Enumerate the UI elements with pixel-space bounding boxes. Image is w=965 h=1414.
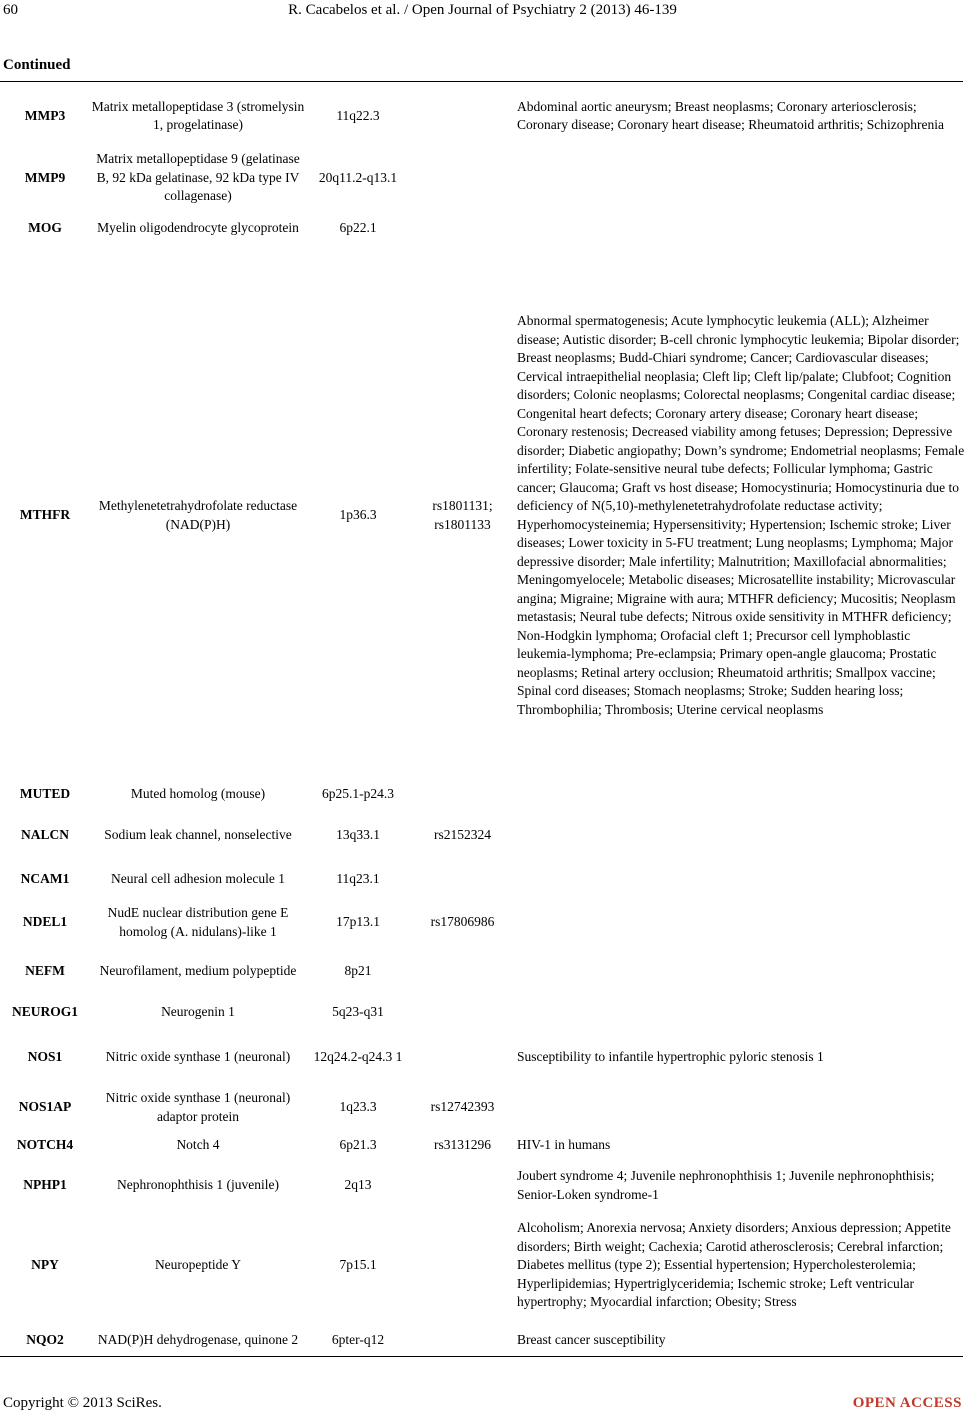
gene-symbol: MUTED [19,786,71,802]
gene-table-body [0,82,965,1360]
gene-symbol: NEFM [25,963,65,979]
gene-locus: 1p36.3 [339,507,377,523]
gene-name: Nitric oxide synthase 1 (neuronal) [105,1049,291,1065]
gene-symbol: NOTCH4 [16,1137,74,1153]
gene-symbol: NPHP1 [23,1177,67,1193]
gene-snp: rs12742393 [430,1099,495,1115]
gene-snp: rs17806986 [430,914,495,930]
table-row [0,862,965,898]
gene-symbol: NOS1 [27,1049,63,1065]
gene-name: Nephronophthisis 1 (juvenile) [117,1177,279,1193]
table-row [0,1322,965,1360]
gene-symbol: NQO2 [26,1332,64,1348]
copyright-notice: Copyright © 2013 SciRes. [3,1395,162,1411]
gene-diseases [515,898,965,948]
gene-snp [410,996,515,1030]
gene-locus: 1q23.3 [339,1099,377,1115]
gene-name: Matrix metallopeptidase 9 (gelatinase B, 92 kDa gelatinase, 92 kDa type IV collagenase) [96,151,300,203]
gene-diseases: Abdominal aortic aneurysm; Breast neoplasms; Coronary arteriosclerosis; Coronary disease; Coronary heart disease; Rheumatoid arthritis; Schizophrenia [517,98,945,132]
gene-symbol: NCAM1 [20,871,70,887]
gene-symbol: MMP9 [24,169,66,185]
gene-symbol: MOG [28,220,62,236]
page-header [0,0,965,22]
continued-label: Continued [3,57,71,73]
gene-diseases: Alcoholism; Anorexia nervosa; Anxiety disorders; Anxious depression; Appetite disorders; Birth weight; Cachexia; Carotid atherosclerosis; Cerebral infarction; Diabetes mellitus (type 2); Essential hypertension; Hypercholesterolemia; Hyperlipidemias; Hypertriglyceridemia; Ischemic stroke; Left ventricular hypertrophy; Myocardial infarction; Obesity; Stress [517,1220,951,1310]
gene-snp [410,1210,515,1322]
gene-snp [410,206,515,252]
gene-locus: 6p22.1 [339,220,377,236]
gene-symbol: NDEL1 [22,914,68,930]
gene-name: Neurogenin 1 [161,1004,235,1020]
table-row [0,1030,965,1086]
gene-symbol: NEUROG1 [11,1004,78,1020]
table-row [0,780,965,810]
table-row [0,1210,965,1322]
gene-snp [410,150,515,206]
gene-snp [410,948,515,996]
gene-table [0,82,965,1360]
table-row [0,1086,965,1130]
gene-snp: rs2152324 [434,827,491,843]
gene-symbol: NOS1AP [18,1099,72,1115]
gene-locus: 13q33.1 [336,827,380,843]
table-row [0,948,965,996]
gene-name: Neuropeptide Y [154,1257,242,1273]
gene-locus: 17p13.1 [336,914,380,930]
gene-name: Sodium leak channel, nonselective [104,827,292,843]
table-row [0,82,965,150]
gene-locus: 11q23.1 [336,871,380,887]
gene-symbol: MTHFR [19,507,71,523]
table-row [0,898,965,948]
gene-locus: 12q24.2-q24.3 1 [313,1049,403,1065]
gene-locus: 7p15.1 [339,1257,377,1273]
gene-snp [410,1322,515,1360]
table-row [0,1130,965,1162]
gene-locus: 11q22.3 [336,107,380,123]
gene-name: Nitric oxide synthase 1 (neuronal) adaptor protein [105,1090,291,1124]
gene-diseases [515,206,965,252]
gene-name: Methylenetetrahydrofolate reductase (NAD(P)H) [98,498,298,532]
gene-locus: 6p21.3 [339,1137,377,1153]
gene-name: Notch 4 [176,1137,220,1153]
open-access-label: OPEN ACCESS [852,1395,962,1411]
gene-name: Neural cell adhesion molecule 1 [111,871,285,887]
gene-snp [410,82,515,150]
gene-diseases [515,150,965,206]
running-title: R. Cacabelos et al. / Open Journal of Psychiatry 2 (2013) 46-139 [288,2,677,18]
page-number: 60 [3,2,18,18]
gene-snp [410,780,515,810]
gene-name: Myelin oligodendrocyte glycoprotein [97,220,299,236]
gene-diseases: Abnormal spermatogenesis; Acute lymphocytic leukemia (ALL); Alzheimer disease; Autistic disorder; B-cell chronic lymphocytic leukemia; Bipolar disorder; Breast neoplasms; Budd-Chiari syndrome; Cancer; Cardiovascular diseases; Cervical intraepithelial neoplasia; Cleft lip; Cleft lip/palate; Clubfoot; Cognition disorders; Colonic neoplasms; Colorectal neoplasms; Congenital cardiac disease; Congenital heart defects; Coronary artery disease; Coronary heart disease; Coronary restenosis; Decreased viability among fetuses; Depression; Depressive disorder; Diabetic angiopathy; Down’s syndrome; Endometrial neoplasms; Female infertility; Folate-sensitive neural tube defects; Follicular lymphoma; Gastric cancer; Glaucoma; Graft vs host disease; Homocystinuria; Homocystinuria due to deficiency of N(5,10)-methylenetetrahydrofolate reductase activity; Hyperhomocysteinemia; Hypersensitivity; Hypertension; Ischemic stroke; Liver diseases; Lower toxicity in 5-FU treatment; Lung neoplasms; Lymphoma; Major depressive disorder; Male infertility; Malnutrition; Maxillofacial abnormalities; Meningomyelocele; Metabolic diseases; Microsatellite instability; Microvascular angina; Migraine; Migraine with aura; MTHFR deficiency; Mucositis; Neoplasm metastasis; Neural tube defects; Nitrous oxide sensitivity in MTHFR deficiency; Non-Hodgkin lymphoma; Orofacial cleft 1; Precursor cell lymphoblastic leukemia-lymphoma; Pre-eclampsia; Primary open-angle glaucoma; Prostatic neoplasms; Retinal artery occlusion; Rheumatoid arthritis; Smallpox vaccine; Spinal cord diseases; Stomach neoplasms; Stroke; Sudden hearing loss; Thrombophilia; Thrombosis; Uterine cervical neoplasms [517,313,965,717]
gene-snp [410,1162,515,1210]
gene-locus: 2q13 [344,1177,372,1193]
gene-locus: 6pter-q12 [331,1332,385,1348]
gene-name: Muted homolog (mouse) [130,786,266,802]
table-row [0,810,965,862]
gene-locus: 6p25.1-p24.3 [322,786,394,802]
gene-snp: rs3131296 [434,1137,491,1153]
gene-diseases [515,810,965,862]
gene-diseases [515,1086,965,1130]
gene-locus: 8p21 [344,963,372,979]
gene-name: Matrix metallopeptidase 3 (stromelysin 1, progelatinase) [91,98,305,132]
table-row [0,150,965,206]
gene-diseases: Joubert syndrome 4; Juvenile nephronophthisis 1; Juvenile nephronophthisis; Senior-Loken syndrome-1 [517,1168,935,1202]
gene-snp [410,1030,515,1086]
gene-symbol: NPY [31,1257,59,1273]
gene-diseases: Susceptibility to infantile hypertrophic pyloric stenosis 1 [517,1049,824,1065]
gene-symbol: MMP3 [24,107,66,123]
gene-name: Neurofilament, medium polypeptide [99,963,297,979]
gene-diseases [515,948,965,996]
gene-diseases [515,780,965,810]
gene-diseases: Breast cancer susceptibility [517,1332,666,1348]
gene-locus: 5q23-q31 [332,1004,384,1020]
gene-snp: rs1801131; rs1801133 [432,498,493,532]
gene-diseases: HIV-1 in humans [517,1137,611,1153]
table-row [0,252,965,780]
gene-name: NAD(P)H dehydrogenase, quinone 2 [97,1332,299,1348]
table-bottom-rule [0,1356,963,1357]
gene-symbol: NALCN [20,827,69,843]
table-row [0,206,965,252]
gene-diseases [515,996,965,1030]
gene-diseases [515,862,965,898]
table-row [0,1162,965,1210]
table-row [0,996,965,1030]
gene-name: NudE nuclear distribution gene E homolog (A. nidulans)-like 1 [107,905,289,939]
gene-locus: 20q11.2-q13.1 [318,169,398,185]
gene-snp [410,862,515,898]
